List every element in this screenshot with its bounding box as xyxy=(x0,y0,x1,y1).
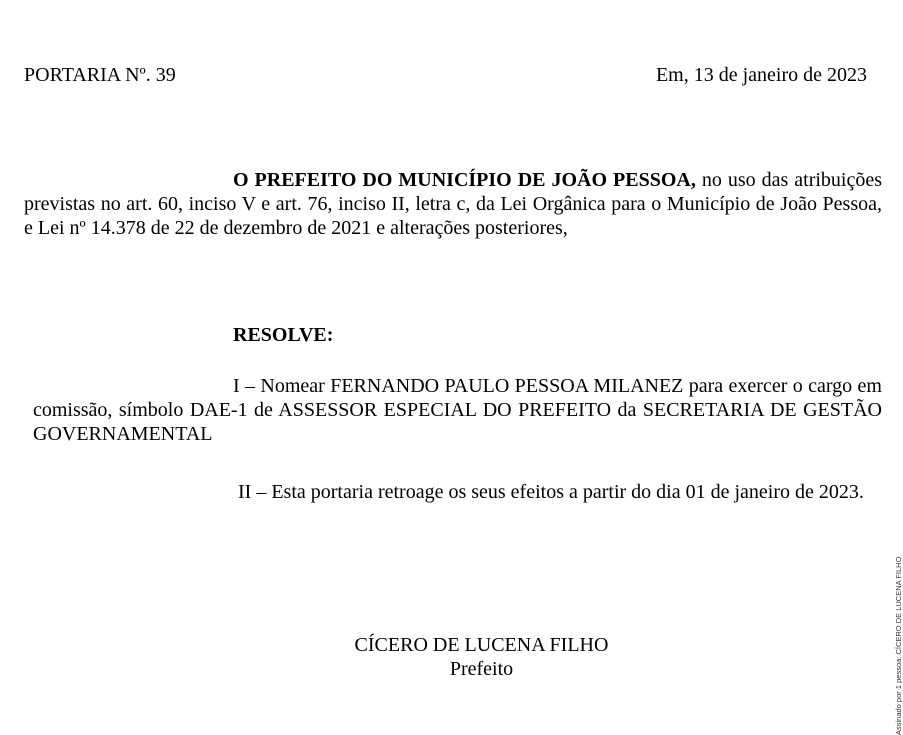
preamble-text: no uso das atribuições previstas no art. 60, inciso V e art. 76, inciso II, letra c, da Lei Orgânica para o Município de João Pessoa, e Lei nº 14.378 de 22 de dezembro de 2021 e alterações posteriores, xyxy=(24,169,883,239)
digital-signature-stamp-text: Assinado por 1 pessoa: CÍCERO DE LUCENA FILHO xyxy=(894,556,903,735)
resolution-item-1: I – Nomear FERNANDO PAULO PESSOA MILANEZ para exercer o cargo em comissão, símbolo DAE-1 de ASSESSOR ESPECIAL DO PREFEITO da SECRETARIA DE GESTÃO GOVERNAMENTAL xyxy=(33,375,882,445)
signatory-name: CÍCERO DE LUCENA FILHO xyxy=(354,634,609,656)
portaria-date: Em, 13 de janeiro de 2023 xyxy=(655,64,867,86)
signatory-title: Prefeito xyxy=(449,658,514,680)
signature-block xyxy=(0,633,903,681)
preamble-paragraph xyxy=(24,168,882,240)
resolve-heading: RESOLVE: xyxy=(233,324,334,346)
portaria-number: PORTARIA Nº. 39 xyxy=(24,64,176,86)
preamble-authority: O PREFEITO DO MUNICÍPIO DE JOÃO PESSOA, xyxy=(233,169,696,191)
resolution-item-2: II – Esta portaria retroage os seus efeitos a partir do dia 01 de janeiro de 2023. xyxy=(238,481,864,503)
digital-signature-stamp xyxy=(894,475,903,735)
